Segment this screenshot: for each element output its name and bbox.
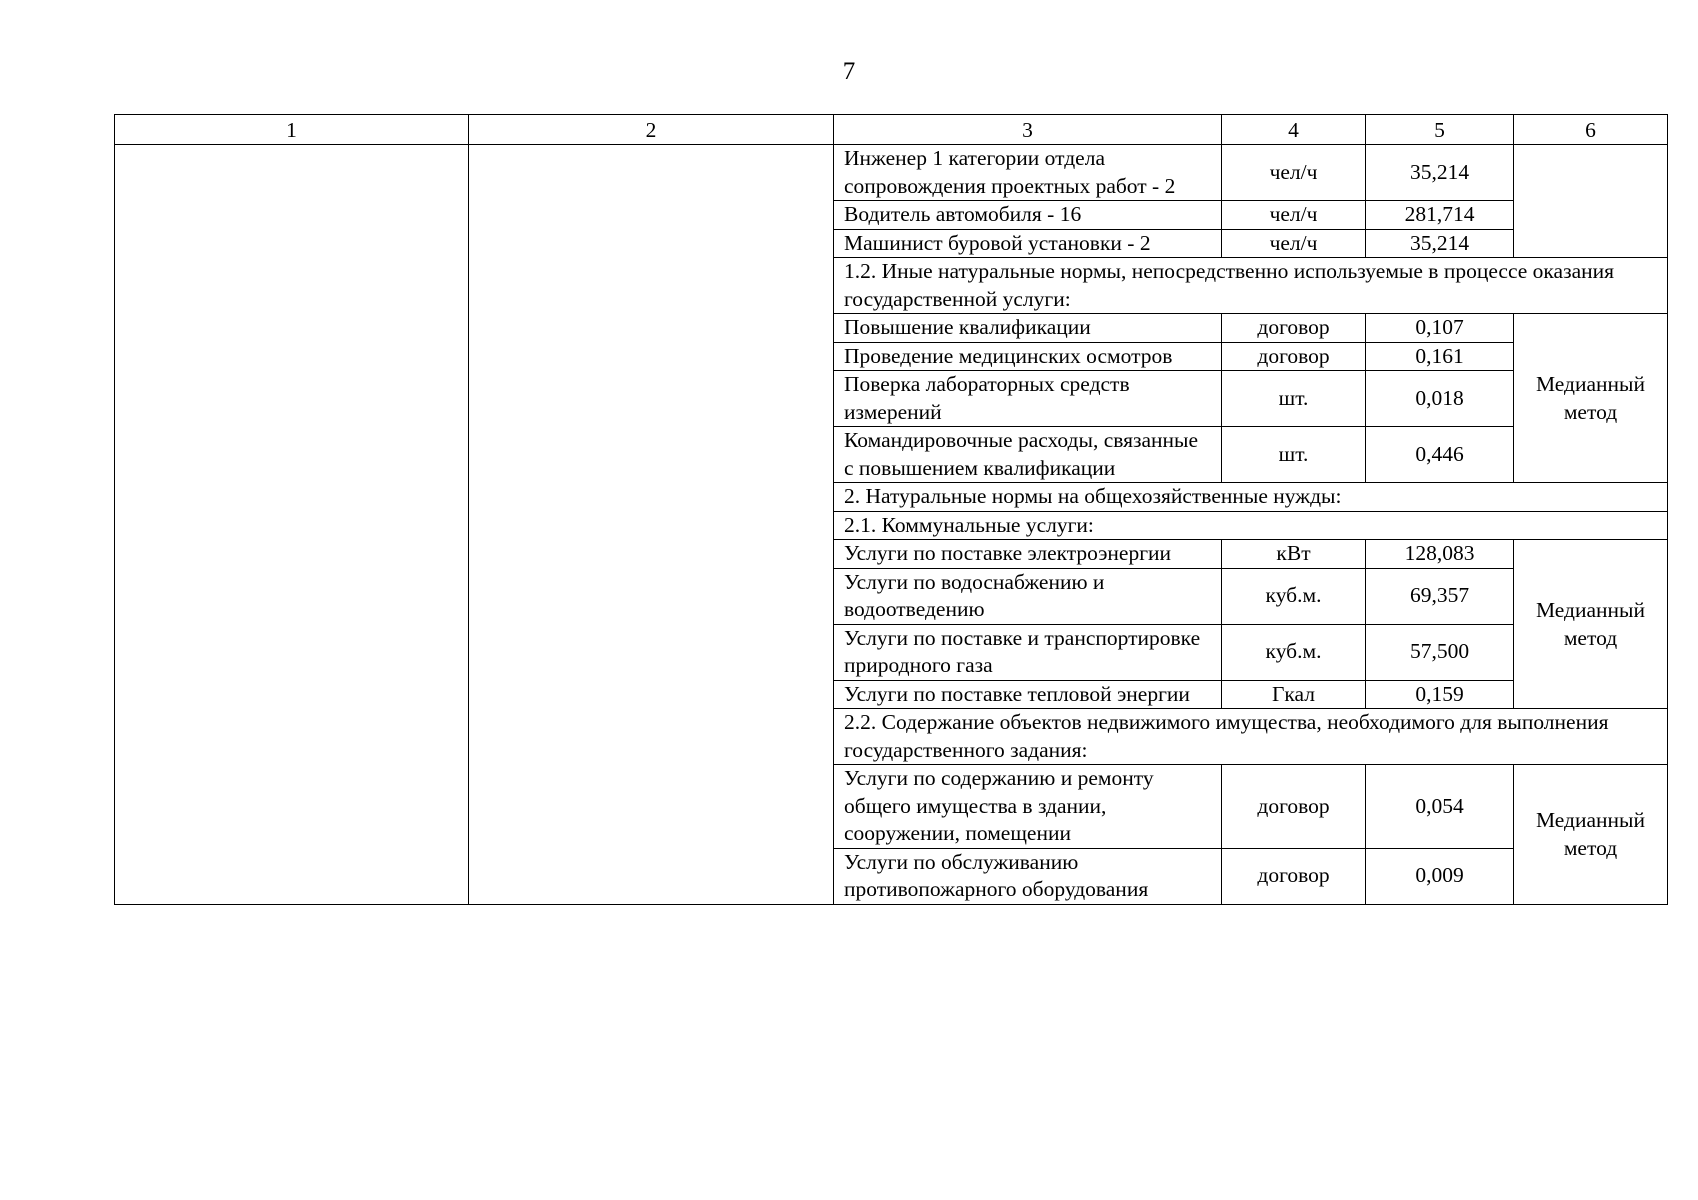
- norm-name: Проведение медицинских осмотров: [834, 342, 1222, 371]
- column-1-empty-cell: [115, 145, 469, 905]
- column-header-2: 2: [469, 115, 834, 145]
- norm-unit: шт.: [1222, 371, 1366, 427]
- norm-value: 35,214: [1366, 145, 1514, 201]
- table-row: [115, 145, 1668, 201]
- norm-name: Услуги по поставке электроэнергии: [834, 540, 1222, 569]
- section-heading-2-2: 2.2. Содержание объектов недвижимого имущества, необходимого для выполнения государственного задания:: [834, 709, 1668, 765]
- norm-unit: договор: [1222, 765, 1366, 849]
- norm-value: 281,714: [1366, 201, 1514, 230]
- norm-value: 128,083: [1366, 540, 1514, 569]
- norm-value: 0,159: [1366, 680, 1514, 709]
- norm-value: 57,500: [1366, 624, 1514, 680]
- table-header-row: [115, 115, 1668, 145]
- section-heading-1-2: 1.2. Иные натуральные нормы, непосредственно используемые в процессе оказания государственной услуги:: [834, 258, 1668, 314]
- norm-unit: чел/ч: [1222, 201, 1366, 230]
- method-cell: Медианный метод: [1514, 314, 1668, 483]
- norm-unit: Гкал: [1222, 680, 1366, 709]
- page-number: 7: [842, 58, 856, 85]
- norms-table: [114, 114, 1668, 905]
- norm-unit: куб.м.: [1222, 568, 1366, 624]
- norm-name: Услуги по водоснабжению и водоотведению: [834, 568, 1222, 624]
- norm-unit: договор: [1222, 342, 1366, 371]
- section-heading-2-1: 2.1. Коммунальные услуги:: [834, 511, 1668, 540]
- norm-unit: договор: [1222, 314, 1366, 343]
- column-header-6: 6: [1514, 115, 1668, 145]
- norm-name: Командировочные расходы, связанные с повышением квалификации: [834, 427, 1222, 483]
- norm-name: Водитель автомобиля - 16: [834, 201, 1222, 230]
- column-header-1: 1: [115, 115, 469, 145]
- norm-name: Машинист буровой установки - 2: [834, 229, 1222, 258]
- method-cell: Медианный метод: [1514, 765, 1668, 905]
- norm-name: Услуги по содержанию и ремонту общего имущества в здании, сооружении, помещении: [834, 765, 1222, 849]
- norm-unit: кВт: [1222, 540, 1366, 569]
- norm-name: Поверка лабораторных средств измерений: [834, 371, 1222, 427]
- norm-value: 35,214: [1366, 229, 1514, 258]
- norm-name: Услуги по обслуживанию противопожарного оборудования: [834, 848, 1222, 904]
- norm-name: Услуги по поставке и транспортировке природного газа: [834, 624, 1222, 680]
- norm-unit: шт.: [1222, 427, 1366, 483]
- norm-value: 0,161: [1366, 342, 1514, 371]
- norm-value: 0,009: [1366, 848, 1514, 904]
- norm-unit: куб.м.: [1222, 624, 1366, 680]
- norm-unit: чел/ч: [1222, 145, 1366, 201]
- norm-value: 0,018: [1366, 371, 1514, 427]
- column-header-5: 5: [1366, 115, 1514, 145]
- column-2-empty-cell: [469, 145, 834, 905]
- norm-unit: чел/ч: [1222, 229, 1366, 258]
- norm-value: 0,054: [1366, 765, 1514, 849]
- norm-name: Инженер 1 категории отдела сопровождения проектных работ - 2: [834, 145, 1222, 201]
- norm-name: Услуги по поставке тепловой энергии: [834, 680, 1222, 709]
- norm-value: 69,357: [1366, 568, 1514, 624]
- method-empty-cell: [1514, 145, 1668, 258]
- method-cell: Медианный метод: [1514, 540, 1668, 709]
- norm-value: 0,446: [1366, 427, 1514, 483]
- norm-value: 0,107: [1366, 314, 1514, 343]
- column-header-3: 3: [834, 115, 1222, 145]
- section-heading-2: 2. Натуральные нормы на общехозяйственные нужды:: [834, 483, 1668, 512]
- column-header-4: 4: [1222, 115, 1366, 145]
- norm-name: Повышение квалификации: [834, 314, 1222, 343]
- norm-unit: договор: [1222, 848, 1366, 904]
